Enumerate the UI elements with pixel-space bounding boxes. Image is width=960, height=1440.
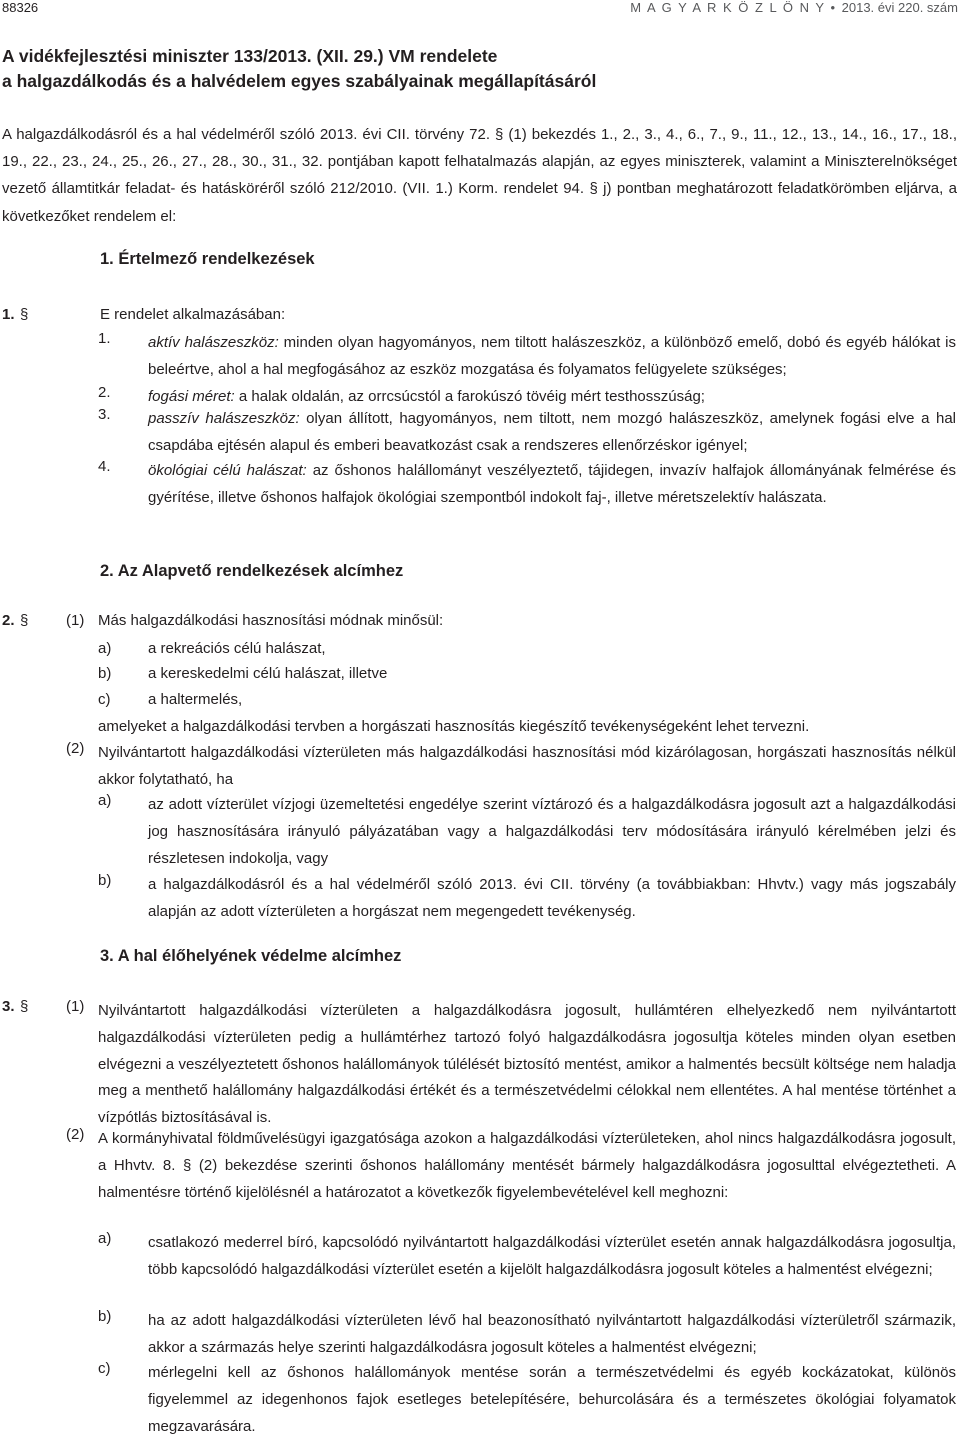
item-text: a haltermelés, — [148, 691, 243, 708]
subsection-text: Más halgazdálkodási hasznosítási módnak minősül: — [98, 612, 444, 629]
definition-text — [148, 330, 956, 384]
section-heading-2: 2. Az Alapvető rendelkezések alcímhez — [100, 562, 404, 580]
definition-text — [148, 458, 956, 512]
subsection-number: (2) — [66, 740, 85, 757]
item-number: 3. — [98, 406, 111, 423]
item-label: c) — [98, 691, 111, 708]
issue-date: 2013. évi 220. szám — [841, 0, 958, 15]
subsection-number: (2) — [66, 1126, 85, 1143]
subsection-text: Nyilvántartott halgazdálkodási vízterületen más halgazdálkodási hasznosítási mód kizárólagosan, horgászati hasznosítás nélkül akkor folytatható, ha — [98, 744, 956, 788]
section-sign: § — [20, 998, 29, 1015]
paragraph-number: 2. — [2, 612, 15, 629]
item-label: b) — [98, 665, 112, 682]
definition-body: olyan állított, hagyományos, nem tiltott, nem mozgó halászeszköz, amelynek fogási elve a hal csapdába ejtésén alapul és emberi beavatkozást csak a rendszeres ellenőrzéskor igényel; — [148, 410, 956, 454]
section-heading-1: 1. Értelmező rendelkezések — [100, 250, 315, 268]
section-sign: § — [20, 612, 29, 629]
title-line-1: A vidékfejlesztési miniszter 133/2013. (XII. 29.) VM rendelete — [2, 46, 498, 66]
title-line-2: a halgazdálkodás és a halvédelem egyes szabályainak megállapításáról — [2, 71, 597, 91]
subsection-text: A kormányhivatal földművelésügyi igazgatósága azokon a halgazdálkodási vízterületeken, ahol nincs halgazdálkodásra jogosult, a Hhvtv. 8. § (2) bekezdése szerinti őshonos halállomány mentését bármely halgazdálkodásra jogosulttal elvégeztetheti. A halmentésre történő kijelölésnél a határozatot a következők figyelembevételével kell meghozni: — [98, 1130, 956, 1201]
item-text: csatlakozó mederrel bíró, kapcsolódó nyilvántartott halgazdálkodási vízterület esetén annak halgazdálkodásra jogosultja, több kapcsolódó halgazdálkodási vízterület esetén a kijelölt halgazdálkodásra jogosult köteles a halmentést elvégezni; — [148, 1234, 956, 1278]
journal-header — [630, 0, 958, 15]
item-text: ha az adott halgazdálkodási vízterületen lévő hal beazonosítható nyilvántartott halgazdálkodási vízterületről származik, akkor a származás helye szerinti halgazdálkodásra jogosult köteles a halmentést elvégezni; — [148, 1312, 956, 1356]
paragraph-number: 3. — [2, 998, 15, 1015]
section-heading-3: 3. A hal élőhelyének védelme alcímhez — [100, 947, 402, 965]
item-label: c) — [98, 1360, 111, 1377]
definition-body: minden olyan hagyományos, nem tiltott halászeszköz, a különböző emelő, dobó és egyéb hálókat is beleértve, ahol a hal megfogásához az eszköz mozgatása és folyamatos felügyelete szükséges; — [148, 334, 956, 378]
page-header — [2, 0, 958, 20]
subsection-number: (1) — [66, 998, 85, 1015]
item-label: a) — [98, 1230, 112, 1247]
subsection-text: Nyilvántartott halgazdálkodási vízterületen a halgazdálkodásra jogosult, hullámtéren elhelyezkedő nem nyilvántartott halgazdálkodási vízterületen pedig a hullámtérhez tartozó folyó halgazdálkodásra jogosultja köteles minden olyan esetben elvégezni a veszélyeztetett őshonos halállományok túlélését biztosító mentést, amikor a halmentés becsült költsége nem haladja meg a menthető halállomány halgazdálkodási értékét és a természetvédelmi célokkal nem ellentétes. A hal mentése történhet a vízpótlás biztosításával is. — [98, 1002, 956, 1127]
section-sign: § — [20, 306, 29, 323]
definition-body: az őshonos halállományt veszélyeztető, tájidegen, invazív halfajok állományának felmérése és gyérítése, illetve őshonos halfajok ökológiai szempontból indokolt faj-, illetve méretszelektív halászata. — [148, 462, 956, 506]
item-label: b) — [98, 872, 112, 889]
paragraph-number: 1. — [2, 306, 15, 323]
defined-term: ökológiai célú halászat: — [148, 462, 307, 479]
paragraph-lead: E rendelet alkalmazásában: — [100, 306, 286, 323]
item-text: a halgazdálkodásról és a hal védelméről szóló 2013. évi CII. törvény (a továbbiakban: Hhvtv.) vagy más jogszabály alapján az adott vízterületen a horgászat nem megengedett tevékenység. — [148, 876, 956, 920]
item-text: a rekreációs célú halászat, — [148, 640, 326, 657]
item-number: 4. — [98, 458, 111, 475]
item-text: a kereskedelmi célú halászat, illetve — [148, 665, 388, 682]
definition-body: a halak oldalán, az orrcsúcstól a farokúszó tövéig mért testhosszúság; — [234, 388, 705, 405]
item-label: a) — [98, 640, 112, 657]
defined-term: aktív halászeszköz: — [148, 334, 279, 351]
preamble: A halgazdálkodásról és a hal védelméről szóló 2013. évi CII. törvény 72. § (1) bekezdés 1., 2., 3., 4., 6., 7., 9., 11., 12., 13., 14., 16., 17., 18., 19., 22., 23., 24., 25., 26., 27., 28., 30., 31., 32. pontjában kapott felhatalmazás alapján, az egyes miniszterek, valamint a Miniszterelnökséget vezető államtitkár feladat- és hatásköréről szóló 212/2010. (VII. 1.) Korm. rendelet 94. § j) pontban meghatározott feladatkörömben eljárva, a következőket rendelem el: — [2, 126, 957, 225]
definition-text — [148, 406, 956, 460]
document-title — [2, 44, 596, 94]
page-number: 88326 — [2, 0, 39, 15]
item-text: az adott vízterület vízjogi üzemeltetési engedélye szerint víztározó és a halgazdálkodásra jogosult azt a halgazdálkodási jog hasznosítására irányuló pályázatában vagy a halgazdálkodási terv módosítására irányuló kérelmében jelzi és részletesen indokolja, vagy — [148, 796, 956, 867]
item-number: 2. — [98, 384, 111, 401]
defined-term: fogási méret: — [148, 388, 235, 405]
journal-name: M A G Y A R K Ö Z L Ö N Y — [630, 0, 826, 15]
item-text: mérlegelni kell az őshonos halállományok mentése során a természetvédelmi és egyéb kockázatokat, különös figyelemmel az idegenhonos fajok esetleges betelepítésére, behurcolására és a természetes ökológiai folyamatok megzavarására. — [148, 1364, 956, 1435]
defined-term: passzív halászeszköz: — [148, 410, 300, 427]
subsection-number: (1) — [66, 612, 85, 629]
item-number: 1. — [98, 330, 111, 347]
header-bullet: • — [830, 0, 837, 15]
tail-text: amelyeket a halgazdálkodási tervben a horgászati hasznosítás kiegészítő tevékenységeként lehet tervezni. — [98, 718, 810, 735]
item-label: a) — [98, 792, 112, 809]
item-label: b) — [98, 1308, 112, 1325]
